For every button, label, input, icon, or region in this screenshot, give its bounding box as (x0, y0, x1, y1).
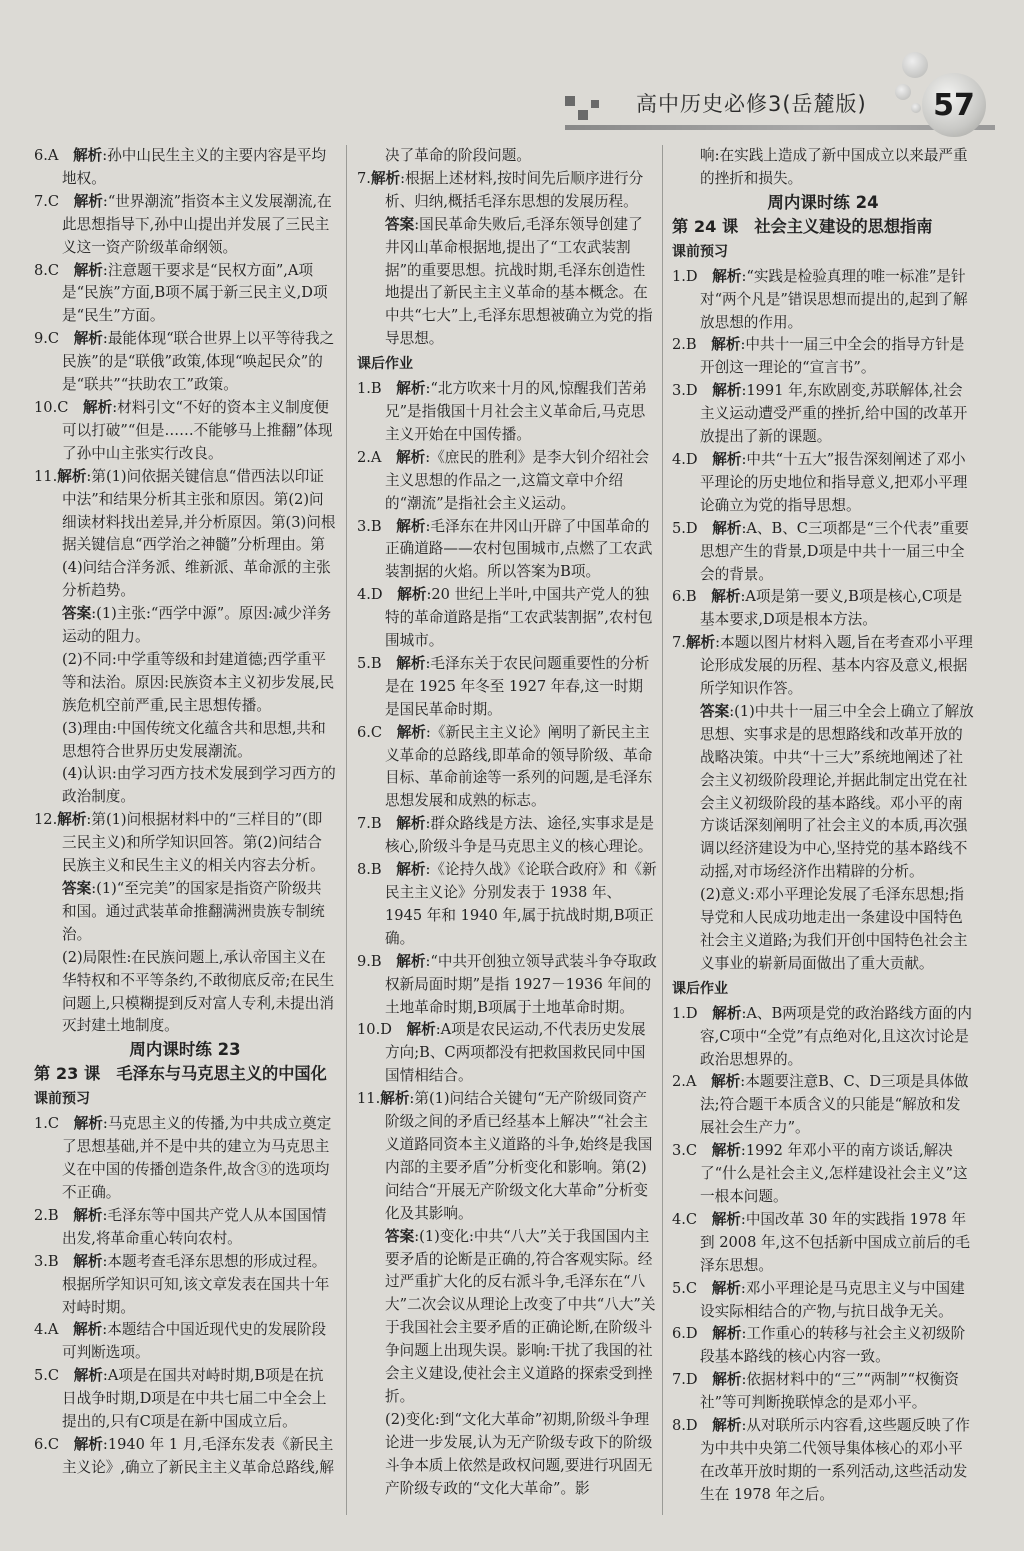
list-item: 5.D 解析:A、B、C三项都是“三个代表”重要思想产生的背景,D项是中共十一届三中全会的背景。 (672, 519, 969, 583)
column-3 (672, 145, 974, 1507)
column-divider (346, 145, 347, 1515)
subsection-label: 课后作业 (357, 356, 413, 373)
list-item: 7.D 解析:依据材料中的“三”“两制”“权衡资社”等可判断挽联悼念的是邓小平。 (672, 1371, 959, 1412)
list-item: 5.C 解析:邓小平理论是马克思主义与中国建设实际相结合的产物,与抗日战争无关。 (672, 1279, 965, 1320)
list-item: 3.D 解析:1991 年,东欧剧变,苏联解体,社会主义运动遭受严重的挫折,给中国的改革开放提出了新的课题。 (672, 382, 968, 446)
list-item: 7.C 解析:“世界潮流”指资本主义发展潮流,在此思想指导下,孙中山提出并发展了三民主义这一资产阶级革命纲领。 (34, 192, 332, 256)
list-item: 4.C 解析:中国改革 30 年的实践指 1978 年到 2008 年,这不包括新中国成立前后的毛泽东思想。 (672, 1210, 970, 1274)
list-item: 4.D 解析:20 世纪上半叶,中国共产党人的独特的革命道路是指“工农武装割据”,农村包围城市。 (357, 586, 653, 650)
section-title: 周内课时练 24 (767, 192, 879, 212)
list-item: 10.C 解析:材料引文“不好的资本主义制度便可以打破”“但是……不能够马上推翻”体现了孙中山主张实行改良。 (34, 398, 333, 462)
list-item: 3.B 解析:本题考查毛泽东思想的形成过程。根据所学知识可知,该文章发表在国共十年对峙时期。 (34, 1252, 330, 1316)
lesson-title: 第 23 课 毛泽东与马克思主义的中国化 (34, 1064, 327, 1084)
answer-block: (2)变化:到“文化大革命”初期,阶级斗争理论进一步发展,认为无产阶级专政下的阶级斗争本质上依然是政权问题,要进行巩固无产阶级专政的“文化大革命”。影 (385, 1410, 653, 1497)
list-item: 6.B 解析:A项是第一要义,B项是核心,C项是基本要求,D项是根本方法。 (672, 588, 963, 629)
subsection-label: 课后作业 (672, 980, 728, 997)
list-item: 2.A 解析:《庶民的胜利》是李大钊介绍社会主义思想的作品之一,这篇文章中介绍的“潮流”是指社会主义运动。 (357, 448, 650, 512)
list-item: 8.B 解析:《论持久战》《论联合政府》和《新民主主义论》分别发表于 1938 年、1945 年和 1940 年,属于抗战时期,B项正确。 (357, 861, 657, 947)
list-item: 1.D 解析:A、B两项是党的政治路线方面的内容,C项中“全党”有点绝对化,且这次讨论是政治思想界的。 (672, 1004, 972, 1068)
decorative-circle (902, 52, 928, 78)
list-item: 6.D 解析:工作重心的转移与社会主义初级阶段基本路线的核心内容一致。 (672, 1325, 966, 1366)
book-title: 高中历史必修3(岳麓版) (636, 92, 867, 116)
list-item: 7.解析:根据上述材料,按时间先后顺序进行分析、归纳,概括毛泽东思想的发展历程。 (357, 169, 644, 210)
answer-block: 答案:(1)“至完美”的国家是指资产阶级共和国。通过武装革命推翻满洲贵族专制统治。 (62, 880, 325, 943)
answer-block: (4)认识:由学习西方技术发展到学习西方的政治制度。 (62, 765, 336, 806)
list-item: 8.C 解析:注意题干要求是“民权方面”,A项是“民族”方面,B项不属于新三民主义,D项是“民生”方面。 (34, 261, 328, 325)
answer-block: 答案:(1)主张:“西学中源”。原因:减少洋务运动的阻力。 (62, 605, 332, 646)
continued-text: 决了革命的阶段问题。 (385, 147, 531, 164)
list-item: 5.B 解析:毛泽东关于农民问题重要性的分析是在 1925 年冬至 1927 年春,这一时期是国民革命时期。 (357, 654, 650, 718)
column-2 (357, 145, 657, 1500)
answer-block: (2)意义:邓小平理论发展了毛泽东思想;指导党和人民成功地走出一条建设中国特色社会主义道路;为我们开创中国特色社会主义事业的崭新局面做出了重大贡献。 (700, 886, 968, 972)
list-item: 3.B 解析:毛泽东在井冈山开辟了中国革命的正确道路——农村包围城市,点燃了工农武装割据的火焰。所以答案为B项。 (357, 517, 653, 581)
list-item: 9.C 解析:最能体现“联合世界上以平等待我之民族”的是“联俄”政策,体现“唤起民众”的是“联共”“扶助农工”政策。 (34, 330, 335, 394)
decorative-circle (895, 84, 911, 100)
answer-block: 答案:(1)变化:中共“八大”关于我国国内主要矛盾的论断是正确的,符合客观实际。经过严重扩大化的反右派斗争,毛泽东在“八大”二次会议从理论上改变了中共“八大”关于我国社会主要矛盾的正确论断,在阶级斗争问题上出现失误。影响:干扰了我国的社会主义建设,使社会主义道路的探索受到挫折。 (385, 1227, 656, 1405)
list-item: 10.D 解析:A项是农民运动,不代表历史发展方向;B、C两项都没有把救国救民同中国国情相结合。 (357, 1021, 646, 1085)
list-item: 8.D 解析:从对联所示内容看,这些题反映了作为中共中央第二代领导集体核心的邓小平在改革开放时期的一系列活动,这些活动发生在 1978 年之后。 (672, 1417, 970, 1503)
list-item: 12.解析:第(1)问根据材料中的“三样目的”(即三民主义)和所学知识回答。第(2)问结合民族主义和民生主义的相关内容去分析。 (34, 811, 325, 875)
list-item: 2.B 解析:毛泽东等中国共产党人从本国国情出发,将革命重心转向农村。 (34, 1206, 327, 1247)
list-item: 11.解析:第(1)问依据关键信息“借西法以印证中法”和结果分析其主张和原因。第(2)问细读材料找出差异,并分析原因。第(3)问根据关键信息“西学治之神髓”分析理由。第(4)问结合洋务派、维新派、革命派的主张分析趋势。 (34, 467, 336, 600)
list-item: 9.B 解析:“中共开创独立领导武装斗争夺取政权新局面时期”是指 1927－1936 年间的土地革命时期,B项属于土地革命时期。 (357, 952, 657, 1016)
subsection-label: 课前预习 (672, 243, 728, 260)
list-item: 2.A 解析:本题要注意B、C、D三项是具体做法;符合题干本质含义的只能是“解放和发展社会生产力”。 (672, 1073, 969, 1137)
answer-block: (2)不同:中学重等级和封建道德;西学重平等和法治。原因:民族资本主义初步发展,民族危机空前严重,民主思想传播。 (62, 650, 335, 714)
page-number-badge (922, 73, 986, 137)
column-divider (662, 145, 663, 1515)
list-item: 6.C 解析:1940 年 1 月,毛泽东发表《新民主主义论》,确立了新民主主义革命总路线,解 (34, 1435, 334, 1476)
column-1 (34, 145, 336, 1480)
list-item: 5.C 解析:A项是在国共对峙时期,B项是在抗日战争时期,D项是在中共七届二中全会上提出的,只有C项是在新中国成立后。 (34, 1367, 327, 1431)
list-item: 2.B 解析:中共十一届三中全会的指导方针是开创这一理论的“宣言书”。 (672, 336, 965, 377)
list-item: 7.解析:本题以图片材料入题,旨在考查邓小平理论形成发展的历程、基本内容及意义,根据所学知识作答。 (672, 634, 973, 698)
list-item: 3.C 解析:1992 年邓小平的南方谈话,解决了“什么是社会主义,怎样建设社会主义”这一根本问题。 (672, 1142, 968, 1205)
decorative-circle (911, 103, 921, 113)
continued-text: 响:在实践上造成了新中国成立以来最严重的挫折和损失。 (700, 147, 968, 187)
list-item: 6.C 解析:《新民主主义论》阐明了新民主主义革命的总路线,即革命的领导阶级、革命目标、革命前途等一系列的问题,是毛泽东思想发展和成熟的标志。 (357, 723, 653, 810)
list-item: 4.D 解析:中共“十五大”报告深刻阐述了邓小平理论的历史地位和指导意义,把邓小平理论确立为党的指导思想。 (672, 450, 968, 514)
lesson-title: 第 24 课 社会主义建设的思想指南 (672, 216, 933, 236)
answer-block: (2)局限性:在民族问题上,承认帝国主义在华特权和不平等条约,不敢彻底反帝;在民生问题上,只模糊提到反对富人专利,未提出消灭封建土地制度。 (62, 948, 335, 1035)
list-item: 4.A 解析:本题结合中国近现代史的发展阶段可判断选项。 (34, 1321, 327, 1362)
answer-block: 答案:(1)中共十一届三中全会上确立了解放思想、实事求是的思想路线和改革开放的战略决策。中共“十三大”系统地阐述了社会主义初级阶段理论,并据此制定出党在社会主义初级阶段的基本路线。邓小平的南方谈话深刻阐明了社会主义的本质,再次强调以经济建设为中心,坚持党的基本路线不动摇,对市场经济作出精辟的分析。 (700, 702, 974, 881)
list-item: 7.B 解析:群众路线是方法、途径,实事求是是核心,阶级斗争是马克思主义的核心理论。 (357, 815, 654, 856)
page-header (0, 0, 1024, 140)
list-item: 1.D 解析:“实践是检验真理的唯一标准”是针对“两个凡是”错误思想而提出的,起到了解放思想的作用。 (672, 267, 968, 331)
list-item: 1.C 解析:马克思主义的传播,为中共成立奠定了思想基础,并不是中共的建立为马克思主义在中国的传播创造条件,故含③的选项均不正确。 (34, 1115, 332, 1201)
subsection-label: 课前预习 (34, 1091, 90, 1108)
list-item: 6.A 解析:孙中山民生主义的主要内容是平均地权。 (34, 147, 327, 187)
page-number: 57 (933, 87, 975, 123)
answer-block: 答案:国民革命失败后,毛泽东领导创建了井冈山革命根据地,提出了“工农武装割据”的重要思想。抗战时期,毛泽东创造性地提出了新民主主义革命的基本概念。在中共“七大”上,毛泽东思想被确立为党的指导思想。 (385, 215, 653, 348)
answer-block: (3)理由:中国传统文化蕴含共和思想,共和思想符合世界历史发展潮流。 (62, 719, 326, 760)
list-item: 1.B 解析:“北方吹来十月的风,惊醒我们苦弟兄”是指俄国十月社会主义革命后,马克思主义开始在中国传播。 (357, 380, 647, 443)
section-title: 周内课时练 23 (129, 1040, 241, 1060)
list-item: 11.解析:第(1)问结合关键句“无产阶级同资产阶级之间的矛盾已经基本上解决”“社会主义道路同资本主义道路的斗争,始终是我国内部的主要矛盾”分析变化和影响。第(2)问结合“开展无产阶级文化大革命”分析变化及其影响。 (357, 1090, 653, 1222)
